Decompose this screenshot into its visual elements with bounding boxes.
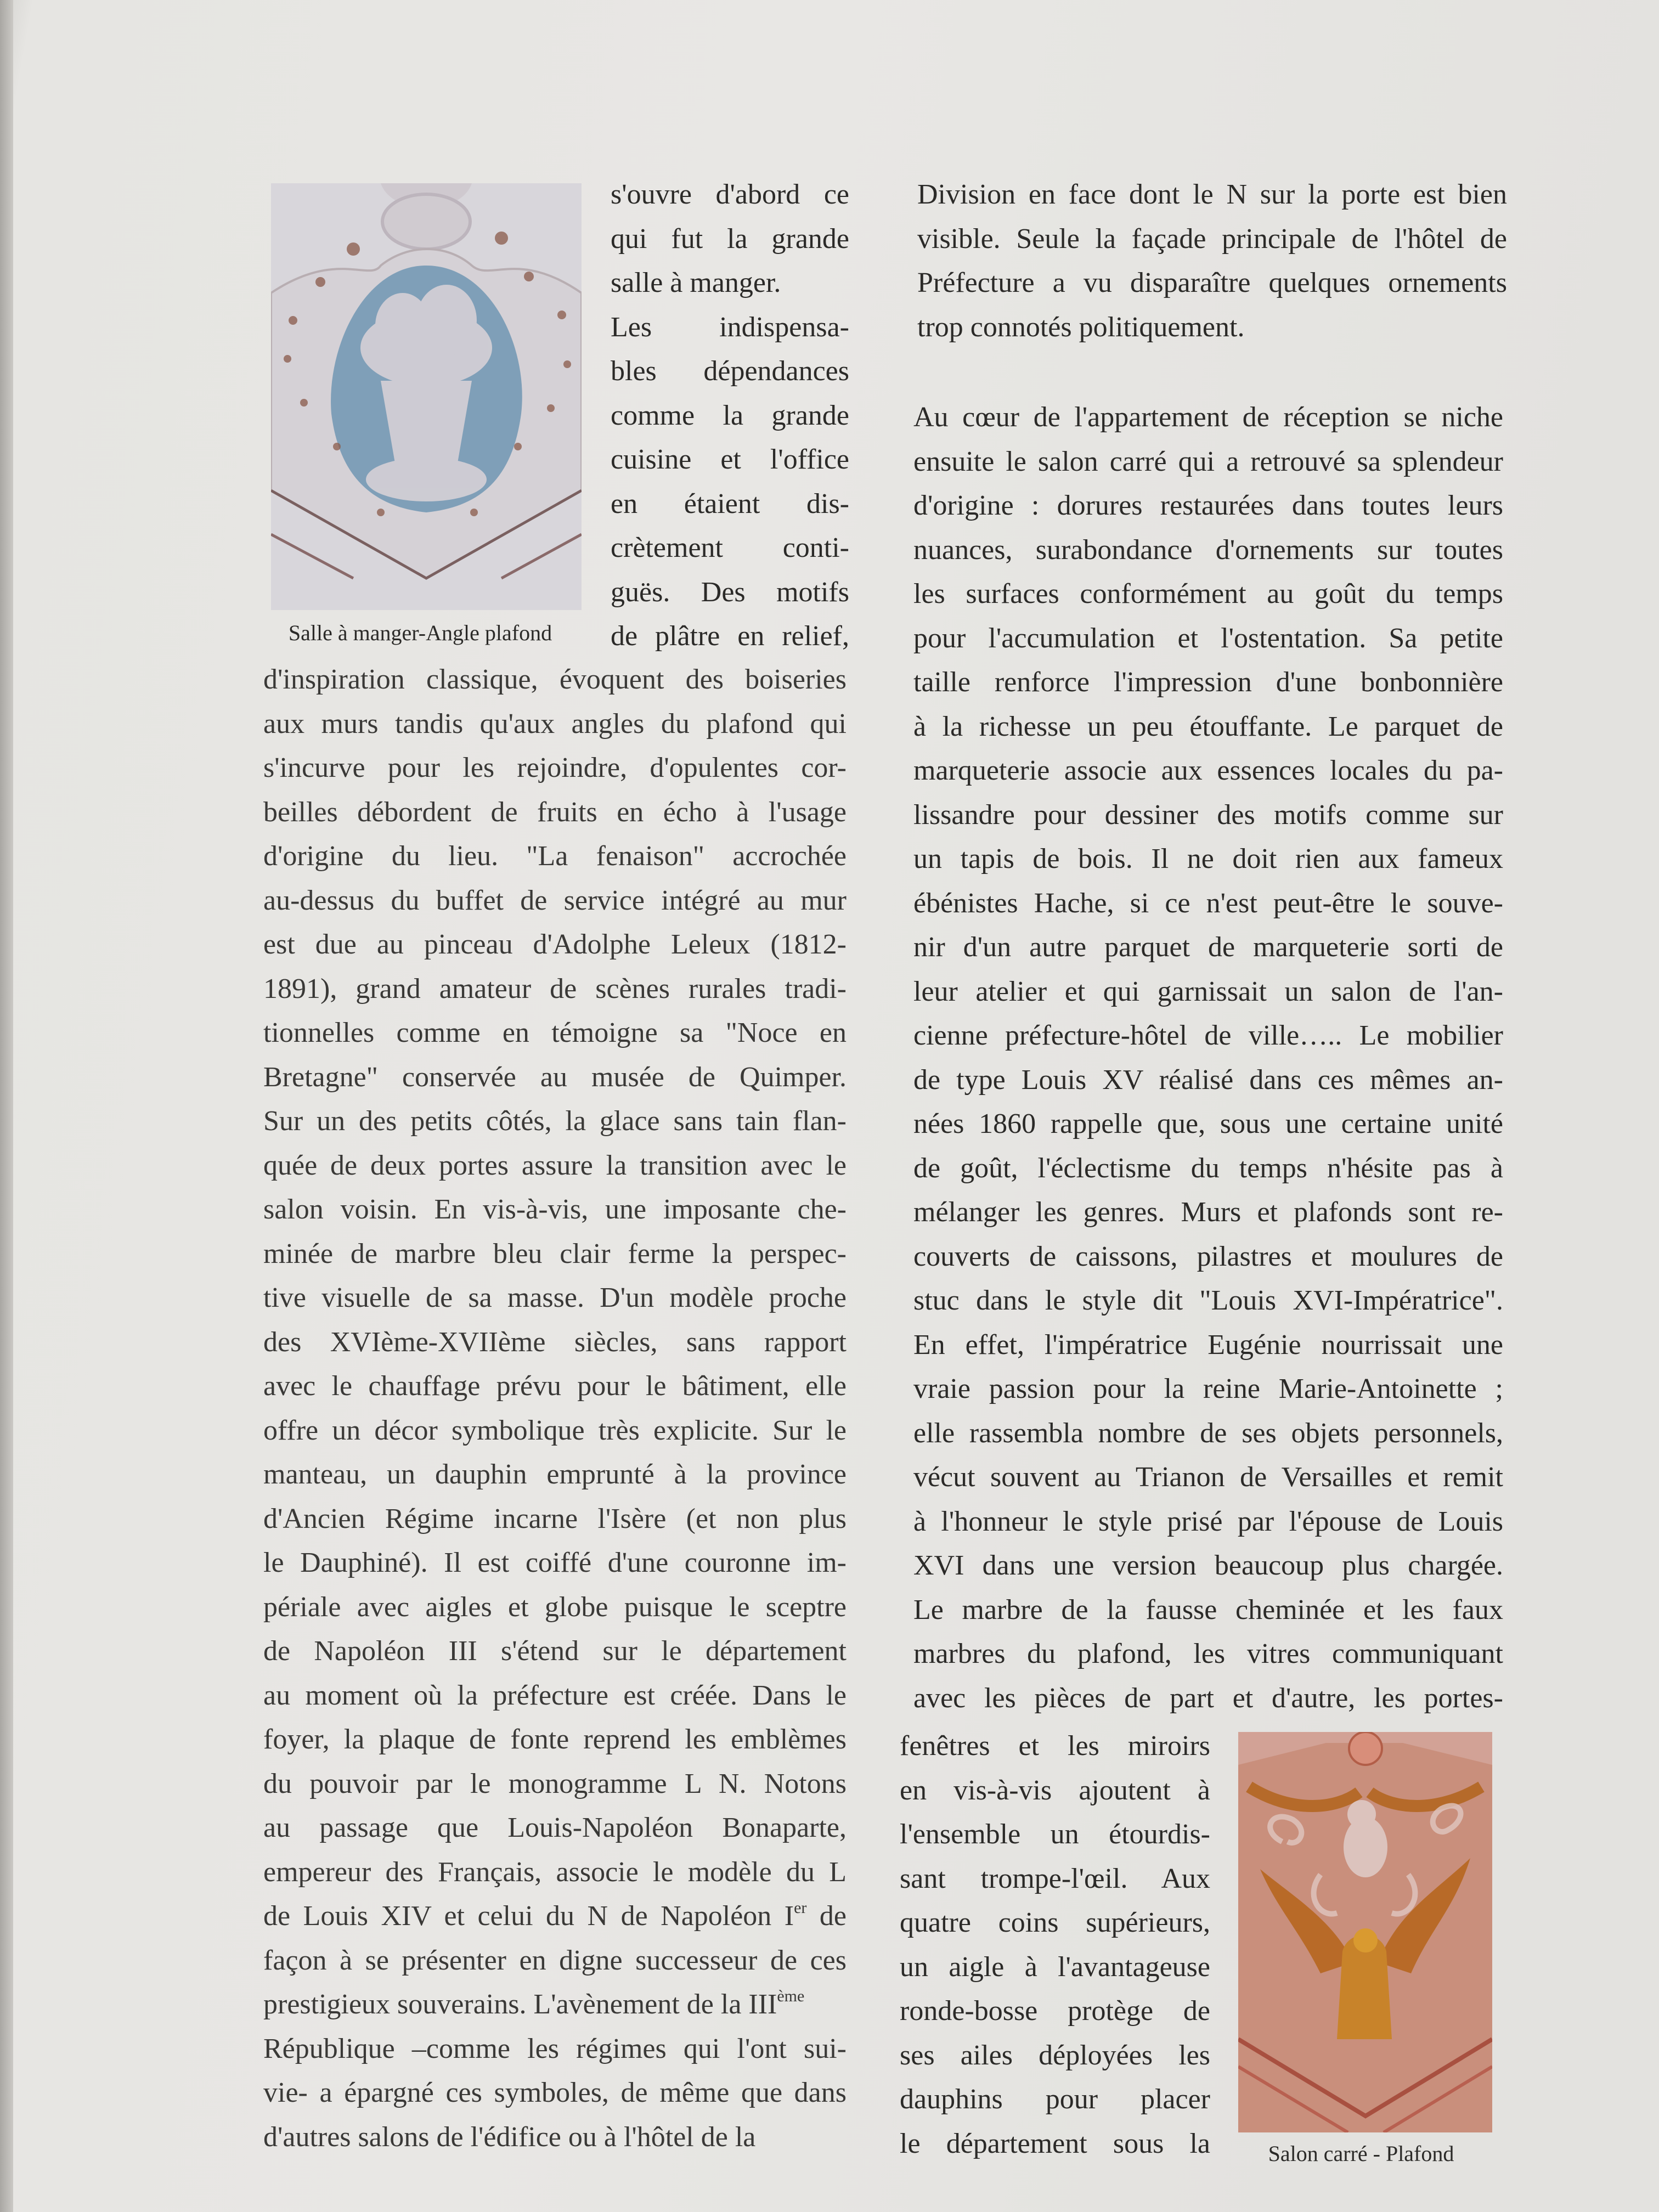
text-line: 1891), grand amateur de scènes rurales tradi- <box>263 973 847 1005</box>
text-line: République –comme les régimes qui l'ont sui- <box>263 2033 847 2064</box>
superscript: ème <box>777 1987 805 2005</box>
right-column-narrow-text <box>900 1724 1210 2166</box>
text-line: dauphins pour placer <box>900 2084 1210 2115</box>
text-line: au-dessus du buffet de service intégré au mur <box>263 884 847 916</box>
text-line: ensuite le salon carré qui a retrouvé sa splendeur <box>913 445 1503 477</box>
text-line: Au cœur de l'appartement de réception se niche <box>913 402 1503 433</box>
text-line: guës. Des motifs <box>611 576 849 608</box>
text-line: avec le chauffage prévu pour le bâtiment, elle <box>263 1370 847 1402</box>
right-column-paragraph-2 <box>913 396 1503 1720</box>
text-line: à l'honneur le style prisé par l'épouse de Louis <box>913 1505 1503 1537</box>
text-line: le Dauphiné). Il est coiffé d'une couronne im- <box>263 1547 847 1578</box>
text-line: l'ensemble un étourdis- <box>900 1819 1210 1850</box>
text-line: nuances, surabondance d'ornements sur toutes <box>913 534 1503 566</box>
figure-salon-carre-photo <box>1238 1732 1492 2132</box>
text-line: s'ouvre d'abord ce <box>611 179 849 210</box>
text-line: couverts de caissons, pilastres et moulures de <box>913 1240 1503 1272</box>
text-line: façon à se présenter en digne successeur de ces <box>263 1944 847 1976</box>
text-line: quatre coins supérieurs, <box>900 1907 1210 1938</box>
text-line: Préfecture a vu disparaître quelques ornements <box>917 267 1507 298</box>
text-line: nées 1860 rappelle que, sous une certaine unité <box>913 1108 1503 1139</box>
text-line: avec les pièces de part et d'autre, les portes- <box>913 1682 1503 1714</box>
text-line: d'autres salons de l'édifice ou à l'hôtel de la <box>263 2121 756 2153</box>
text-line: d'Ancien Régime incarne l'Isère (et non plus <box>263 1503 847 1534</box>
text-line: trop connotés politiquement. <box>917 311 1245 343</box>
text-line: le département sous la <box>900 2128 1210 2159</box>
text-line: Sur un des petits côtés, la glace sans tain flan- <box>263 1105 847 1137</box>
text-segment: prestigieux souverains. L'avènement de la III <box>263 1989 777 2020</box>
text-line: qui fut la grande <box>611 223 849 255</box>
text-line: en étaient dis- <box>611 488 849 520</box>
text-line: beilles débordent de fruits en écho à l'usage <box>263 796 847 828</box>
right-column-paragraph-1 <box>917 173 1507 349</box>
text-line: de plâtre en relief, <box>611 620 849 652</box>
text-line: nir d'un autre parquet de marqueterie sorti de <box>913 932 1503 963</box>
text-line: foyer, la plaque de fonte reprend les emblèmes <box>263 1724 847 1755</box>
text-line: pour l'accumulation et l'ostentation. Sa petite <box>913 622 1503 654</box>
text-line: lissandre pour dessiner des motifs comme sur <box>913 799 1503 831</box>
text-line: les surfaces conformément au goût du temps <box>913 578 1503 610</box>
text-line: Division en face dont le N sur la porte est bien <box>917 179 1507 210</box>
text-line: des XVIème-XVIIème siècles, sans rapport <box>263 1326 847 1358</box>
text-line: d'inspiration classique, évoquent des boiseries <box>263 664 847 695</box>
ceiling-corner-image <box>271 183 582 610</box>
text-line: vraie passion pour la reine Marie-Antoinette ; <box>913 1373 1503 1404</box>
text-line <box>263 1983 847 2027</box>
text-line: salon voisin. En vis-à-vis, une imposante che- <box>263 1194 847 1225</box>
text-line: minée de marbre bleu clair ferme la perspec- <box>263 1238 847 1269</box>
text-line: du pouvoir par le monogramme L N. Notons <box>263 1768 847 1799</box>
text-line: marqueterie associe aux essences locales du pa- <box>913 755 1503 786</box>
text-line: d'origine du lieu. "La fenaison" accrochée <box>263 840 847 872</box>
text-line: au passage que Louis-Napoléon Bonaparte, <box>263 1812 847 1843</box>
text-line: vécut souvent au Trianon de Versailles et remit <box>913 1462 1503 1493</box>
text-line: aux murs tandis qu'aux angles du plafond qui <box>263 708 847 740</box>
left-column-wide-text <box>263 658 847 2159</box>
text-line: ses ailes déployées les <box>900 2039 1210 2071</box>
figure-salle-a-manger-photo <box>271 183 582 610</box>
text-line: de Napoléon III s'étend sur le département <box>263 1635 847 1667</box>
text-line: comme la grande <box>611 399 849 431</box>
text-line: ronde-bosse protège de <box>900 1995 1210 2027</box>
text-line: sant trompe-l'œil. Aux <box>900 1863 1210 1894</box>
left-column-narrow-text <box>611 173 849 659</box>
text-line: empereur des Français, associe le modèle du L <box>263 1856 847 1888</box>
text-line: crètement conti- <box>611 532 849 563</box>
figure-caption-right: Salon carré - Plafond <box>1268 2141 1454 2166</box>
text-line: elle rassembla nombre de ses objets personnels, <box>913 1417 1503 1449</box>
text-line: quée de deux portes assure la transition avec le <box>263 1149 847 1181</box>
text-line: En effet, l'impératrice Eugénie nourrissait une <box>913 1329 1503 1361</box>
text-line: XVI dans une version beaucoup plus chargée. <box>913 1550 1503 1581</box>
text-line: s'incurve pour les rejoindre, d'opulentes cor- <box>263 752 847 783</box>
text-line: Bretagne" conservée au musée de Quimper. <box>263 1061 847 1093</box>
text-line: fenêtres et les miroirs <box>900 1730 1210 1762</box>
text-line: cuisine et l'office <box>611 444 849 475</box>
text-line: périale avec aigles et globe puisque le sceptre <box>263 1591 847 1623</box>
text-line: d'origine : dorures restaurées dans toutes leurs <box>913 490 1503 521</box>
text-line: de goût, l'éclectisme du temps n'hésite pas à <box>913 1152 1503 1184</box>
text-line: offre un décor symbolique très explicite. Sur le <box>263 1414 847 1446</box>
page-edge-shadow <box>0 0 13 2212</box>
text-line: un aigle à l'avantageuse <box>900 1951 1210 1983</box>
ceiling-eagle-image <box>1238 1732 1492 2132</box>
superscript: er <box>794 1899 807 1917</box>
text-line: au moment où la préfecture est créée. Dans le <box>263 1679 847 1711</box>
text-line: un tapis de bois. Il ne doit rien aux fameux <box>913 843 1503 874</box>
text-line: tive visuelle de sa masse. D'un modèle proche <box>263 1282 847 1313</box>
text-line: Les indispensa- <box>611 311 849 343</box>
text-line: Le marbre de la fausse cheminée et les faux <box>913 1594 1503 1626</box>
text-line: stuc dans le style dit "Louis XVI-Impératrice". <box>913 1285 1503 1316</box>
text-line: marbres du plafond, les vitres communiquant <box>913 1638 1503 1669</box>
text-line: de type Louis XV réalisé dans ces mêmes an- <box>913 1064 1503 1096</box>
text-line: leur atelier et qui garnissait un salon de l'an- <box>913 975 1503 1007</box>
text-line <box>263 1894 847 1939</box>
text-line: ébénistes Hache, si ce n'est peut-être le souve- <box>913 887 1503 919</box>
text-line: est due au pinceau d'Adolphe Leleux (1812- <box>263 929 847 960</box>
text-line: visible. Seule la façade principale de l'hôtel de <box>917 223 1507 255</box>
text-line: à la richesse un peu étouffante. Le parquet de <box>913 710 1503 742</box>
text-line: en vis-à-vis ajoutent à <box>900 1774 1210 1806</box>
text-line: taille renforce l'impression d'une bonbonnière <box>913 667 1503 698</box>
text-line: mélanger les genres. Murs et plafonds sont re- <box>913 1197 1503 1228</box>
text-line: vie- a épargné ces symboles, de même que dans <box>263 2077 847 2108</box>
text-line: cienne préfecture-hôtel de ville….. Le mobilier <box>913 1020 1503 1051</box>
figure-caption-left: Salle à manger-Angle plafond <box>288 620 552 645</box>
text-line: bles dépendances <box>611 356 849 387</box>
text-line: tionnelles comme en témoigne sa "Noce en <box>263 1017 847 1048</box>
text-line: manteau, un dauphin emprunté à la province <box>263 1459 847 1490</box>
text-line: salle à manger. <box>611 267 781 298</box>
text-segment: de <box>806 1900 847 1932</box>
text-segment: de Louis XIV et celui du N de Napoléon I <box>263 1900 794 1932</box>
